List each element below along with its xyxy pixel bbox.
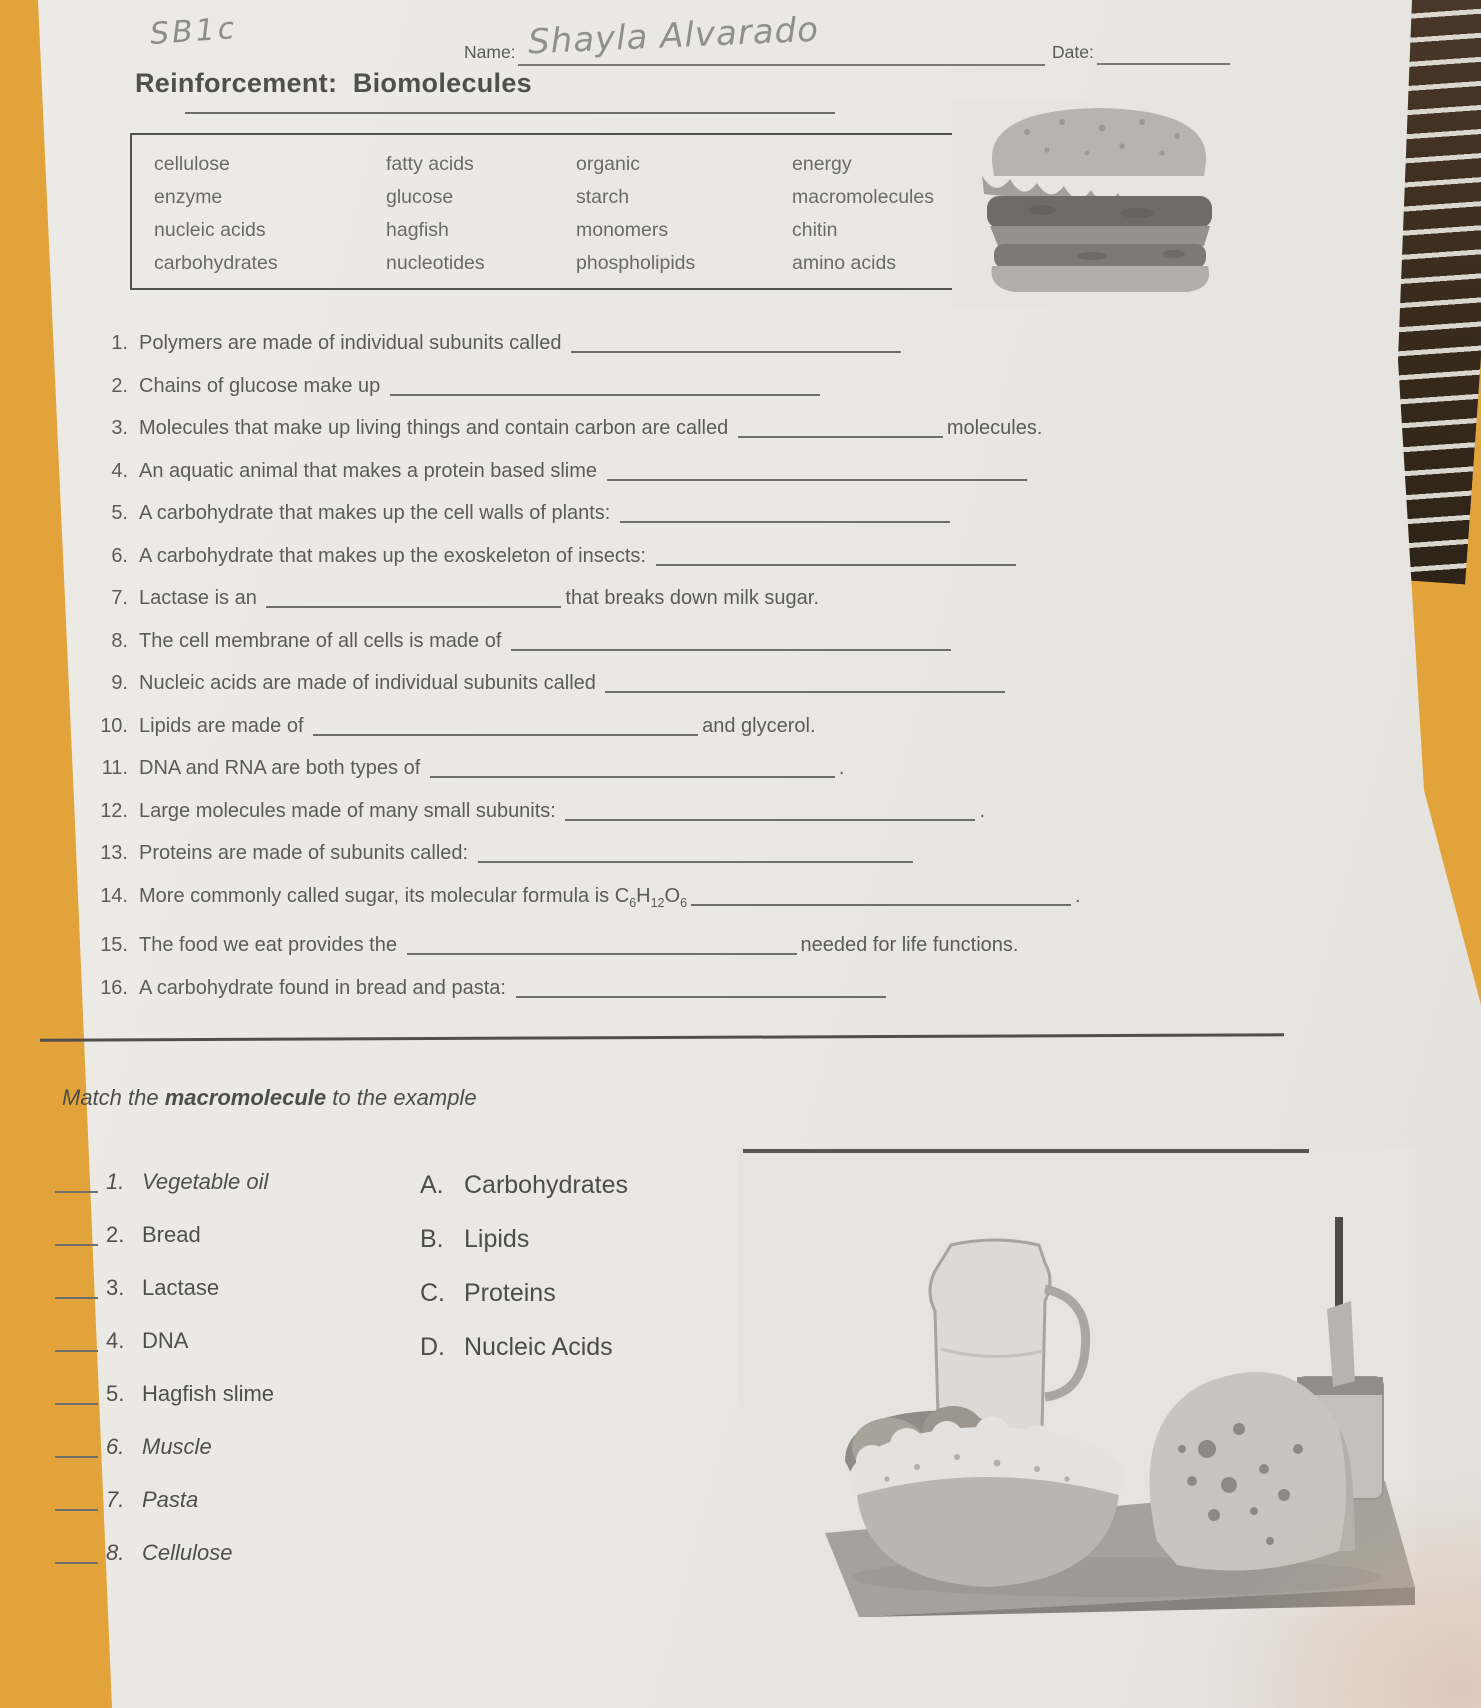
question-row [95,542,1355,570]
question-text: A carbohydrate that makes up the cell walls of plants: [139,502,611,524]
question-text: Lipids are made of [139,714,304,737]
match-item-number: 4. [106,1328,125,1353]
match-option-letter: B. [420,1225,444,1253]
question-text: that breaks down milk sugar. [565,587,819,609]
match-item-label: Vegetable oil [142,1169,269,1194]
match-option-letter: D. [420,1333,445,1361]
question-number: 5. [111,502,128,524]
match-answer-blank[interactable] [55,1334,98,1352]
question-text: . [838,757,845,779]
name-blank-line[interactable] [518,64,1045,66]
question-text: and glycerol. [702,714,816,737]
match-answer-blank[interactable] [55,1175,98,1193]
match-option-label: Nucleic Acids [464,1333,613,1361]
word-bank-term: monomers [576,219,669,241]
name-label: Name: [464,42,516,62]
question-row [95,584,1355,612]
question-row [95,669,1355,697]
formula-element: C [614,884,630,907]
question-text: . [1075,884,1081,907]
question-row [95,712,1355,740]
match-instruction-suffix: to the example [326,1085,477,1110]
word-bank-term: chitin [792,219,838,241]
word-bank-column [386,148,576,280]
match-item [55,1486,274,1514]
word-bank-term: energy [792,153,852,175]
question-row [95,797,1355,825]
question-row [95,457,1355,485]
question-row [95,372,1355,400]
question-text: . [979,799,985,822]
word-bank-column [792,148,934,280]
match-item [55,1380,274,1408]
match-item [55,1168,274,1196]
question-text: Nucleic acids are made of individual subunits called [139,672,596,694]
question-text: Chains of glucose make up [139,374,381,397]
match-options-list [420,1170,628,1386]
match-item-number: 3. [106,1275,125,1300]
question-row [95,839,1355,867]
match-item [55,1433,274,1461]
question-number: 8. [111,629,128,652]
question-text: The cell membrane of all cells is made of [139,629,502,652]
answer-blank[interactable] [691,886,1071,906]
dairy-products-photo [737,1149,1415,1617]
question-number: 1. [111,332,128,354]
match-option [420,1224,628,1254]
word-bank-box [130,133,1014,290]
match-item-label: Pasta [142,1487,199,1512]
word-bank-columns [132,135,1012,280]
question-number: 13. [100,842,128,864]
match-item [55,1274,274,1302]
question-text: More commonly called sugar, its molecular formula is [139,884,610,907]
match-item-number: 8. [106,1540,125,1565]
match-answer-blank[interactable] [55,1228,98,1246]
match-instruction-bold: macromolecule [164,1085,327,1110]
match-option-label: Lipids [464,1225,530,1253]
match-item-number: 1. [106,1169,125,1194]
word-bank-term: starch [576,186,630,208]
word-bank-term: cellulose [154,153,230,175]
question-number: 9. [111,672,128,694]
question-text: Molecules that make up living things and contain carbon are called [139,417,729,439]
answer-blank[interactable] [607,461,1027,481]
formula-subscript: 12 [650,895,665,910]
match-option-label: Proteins [464,1279,556,1307]
date-label: Date: [1052,42,1094,62]
match-option [420,1332,628,1362]
question-number: 2. [111,374,128,397]
handwritten-course-code: SB1c [148,11,239,52]
match-item [55,1327,274,1355]
match-item-number: 7. [106,1487,125,1512]
match-item-label: DNA [142,1328,189,1353]
question-number: 3. [111,417,128,439]
chemical-formula [614,884,688,910]
match-option-letter: C. [420,1279,445,1307]
question-text: Large molecules made of many small subunits: [139,799,556,822]
question-text: A carbohydrate found in bread and pasta: [139,976,506,999]
question-number: 14. [100,884,128,907]
question-row [95,882,1355,917]
question-row [95,754,1355,782]
question-text: molecules. [946,417,1043,439]
question-number: 16. [100,976,128,999]
question-row [95,627,1355,655]
date-blank-line[interactable] [1097,63,1230,65]
match-item [55,1539,274,1567]
question-text: needed for life functions. [800,934,1019,956]
word-bank-term: nucleotides [386,252,485,274]
question-row [95,974,1355,1002]
question-row [95,499,1355,527]
question-text: Polymers are made of individual subunits called [139,332,562,354]
match-item-label: Hagfish slime [142,1381,275,1406]
question-row [95,414,1355,442]
match-instruction [62,1085,477,1111]
question-number: 10. [100,714,128,737]
answer-blank[interactable] [565,801,975,821]
answer-blank[interactable] [313,716,698,736]
answer-blank[interactable] [266,588,561,608]
match-items-list [55,1168,274,1592]
answer-blank[interactable] [478,843,913,863]
question-number: 15. [100,934,128,956]
word-bank-term: carbohydrates [154,252,278,274]
word-bank-column [576,148,792,280]
fill-in-questions-list [95,329,1355,1016]
match-item [55,1221,274,1249]
answer-blank[interactable] [620,503,950,523]
question-text: Lactase is an [139,587,257,609]
question-number: 6. [111,544,128,567]
formula-element: H [636,884,651,907]
match-item-label: Lactase [142,1275,220,1300]
question-row [95,329,1355,357]
match-item-label: Muscle [142,1434,212,1459]
formula-subscript: 6 [680,895,688,910]
formula-subscript: 6 [629,895,637,910]
question-text: The food we eat provides the [139,934,397,956]
word-bank-term: organic [576,153,640,175]
match-instruction-prefix: Match the [62,1085,165,1110]
answer-blank[interactable] [605,673,1005,693]
match-option-label: Carbohydrates [464,1171,628,1199]
match-answer-blank[interactable] [55,1546,98,1564]
answer-blank[interactable] [430,758,835,778]
match-item-number: 5. [106,1381,125,1406]
question-number: 12. [100,799,128,822]
answer-blank[interactable] [738,418,943,438]
word-bank-term: glucose [386,186,454,208]
answer-blank[interactable] [511,631,951,651]
word-bank-column [154,148,386,280]
word-bank-term: macromolecules [792,186,934,208]
question-row [95,931,1355,959]
match-option [420,1278,628,1308]
word-bank-term: nucleic acids [154,219,266,241]
match-option-letter: A. [420,1171,444,1199]
answer-blank[interactable] [407,935,797,955]
match-item-label: Bread [142,1222,201,1247]
question-number: 11. [101,757,128,779]
match-item-number: 2. [106,1222,125,1247]
match-answer-blank[interactable] [55,1440,98,1458]
handwritten-name-value[interactable]: Shayla Alvarado [527,9,820,63]
answer-blank[interactable] [656,546,1016,566]
question-text: DNA and RNA are both types of [139,757,421,779]
match-answer-blank[interactable] [55,1281,98,1299]
formula-element: O [664,884,681,907]
match-item-number: 6. [106,1434,125,1459]
question-text: An aquatic animal that makes a protein based slime [139,459,598,482]
answer-blank[interactable] [390,376,820,396]
word-bank-top-rule [185,112,835,114]
hamburger-photo [952,98,1247,308]
word-bank-term: fatty acids [386,153,474,175]
word-bank-term: phospholipids [576,252,696,274]
match-option [420,1170,628,1200]
question-text: A carbohydrate that makes up the exoskeleton of insects: [139,544,646,567]
word-bank-term: amino acids [792,252,897,274]
question-number: 7. [111,587,128,609]
match-item-label: Cellulose [142,1540,233,1565]
question-text: Proteins are made of subunits called: [139,842,469,864]
match-answer-blank[interactable] [55,1387,98,1405]
answer-blank[interactable] [571,333,901,353]
word-bank-term: hagfish [386,219,449,241]
question-number: 4. [111,459,128,482]
match-answer-blank[interactable] [55,1493,98,1511]
word-bank-term: enzyme [154,186,223,208]
answer-blank[interactable] [516,978,886,998]
worksheet-title: Reinforcement: Biomolecules [135,68,532,98]
